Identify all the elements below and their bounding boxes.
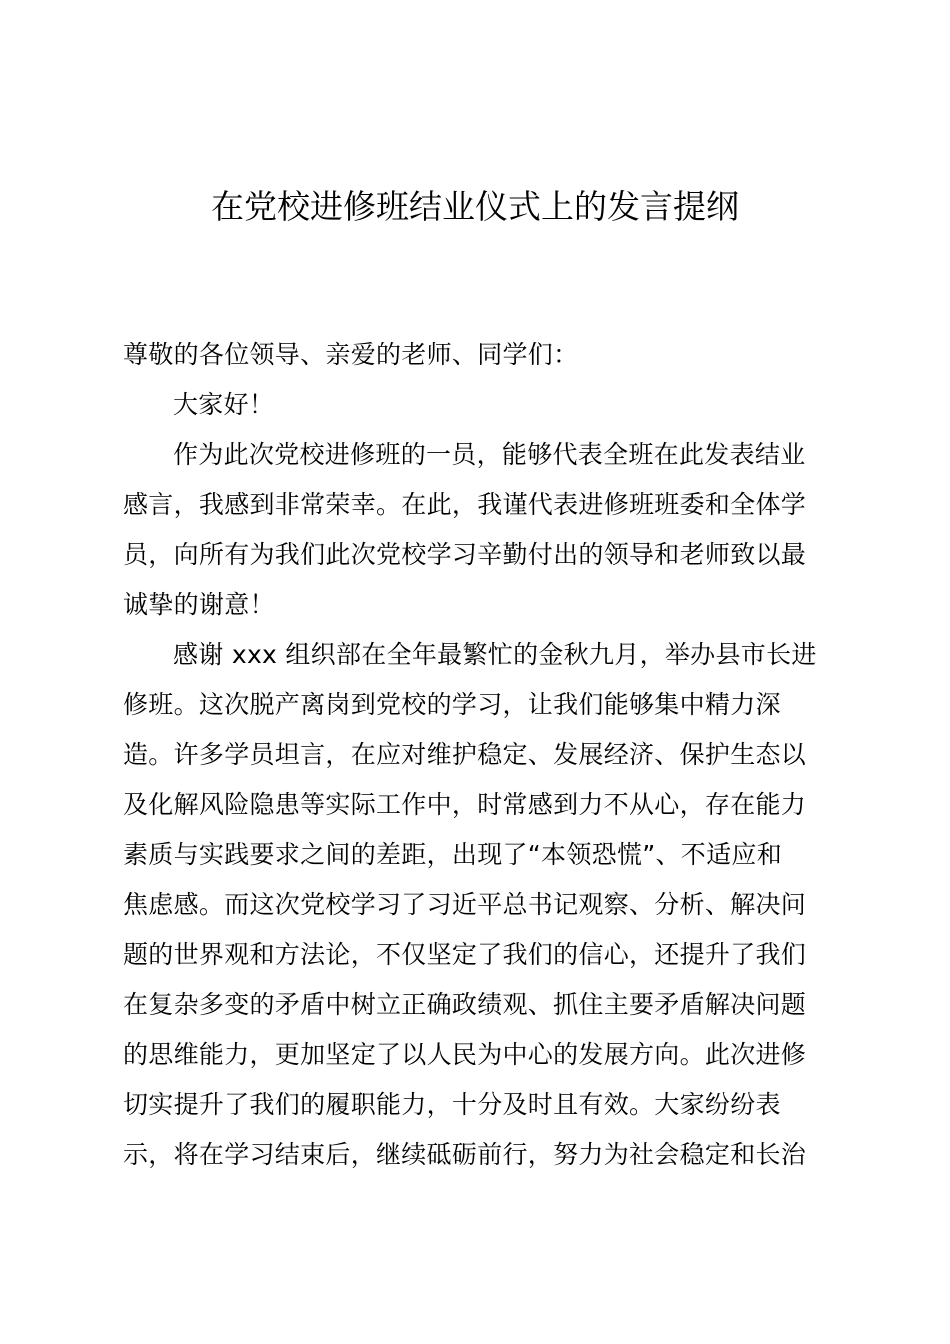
paragraph-line: 诚挚的谢意！ xyxy=(123,590,275,619)
paragraph-line: 切实提升了我们的履职能力，十分及时且有效。大家纷纷表 xyxy=(123,1090,781,1119)
paragraph-line: 作为此次党校进修班的一员，能够代表全班在此发表结业 xyxy=(173,440,806,469)
paragraph-line: 焦虑感。而这次党校学习了习近平总书记观察、分析、解决问 xyxy=(123,890,807,919)
paragraph-line: 的思维能力，更加坚定了以人民为中心的发展方向。此次进修 xyxy=(123,1040,807,1069)
paragraph-line: 题的世界观和方法论，不仅坚定了我们的信心，还提升了我们 xyxy=(123,940,807,969)
paragraph-line: 在复杂多变的矛盾中树立正确政绩观、抓住主要矛盾解决问题 xyxy=(123,990,807,1019)
paragraph-line: 感谢 xxx 组织部在全年最繁忙的金秋九月，举办县市长进 xyxy=(173,640,817,669)
salutation: 尊敬的各位领导、亲爱的老师、同学们： xyxy=(123,340,579,369)
paragraph-line: 员，向所有为我们此次党校学习辛勤付出的领导和老师致以最 xyxy=(123,540,807,569)
document-title: 在党校进修班结业仪式上的发言提纲 xyxy=(211,187,739,226)
paragraph-line: 示，将在学习结束后，继续砥砺前行，努力为社会稳定和长治 xyxy=(123,1140,807,1169)
paragraph-line: 修班。这次脱产离岗到党校的学习，让我们能够集中精力深 xyxy=(123,690,781,719)
document-body xyxy=(123,330,833,1180)
paragraph-line: 及化解风险隐患等实际工作中，时常感到力不从心，存在能力 xyxy=(123,790,807,819)
paragraph-line: 造。许多学员坦言，在应对维护稳定、发展经济、保护生态以 xyxy=(123,740,807,769)
paragraph-line: 感言，我感到非常荣幸。在此，我谨代表进修班班委和全体学 xyxy=(123,490,807,519)
paragraph-2 xyxy=(123,630,833,1180)
greeting: 大家好！ xyxy=(173,390,275,419)
paragraph-line: 素质与实践要求之间的差距，出现了“本领恐慌”、不适应和 xyxy=(123,840,783,869)
paragraph-1 xyxy=(123,430,833,630)
